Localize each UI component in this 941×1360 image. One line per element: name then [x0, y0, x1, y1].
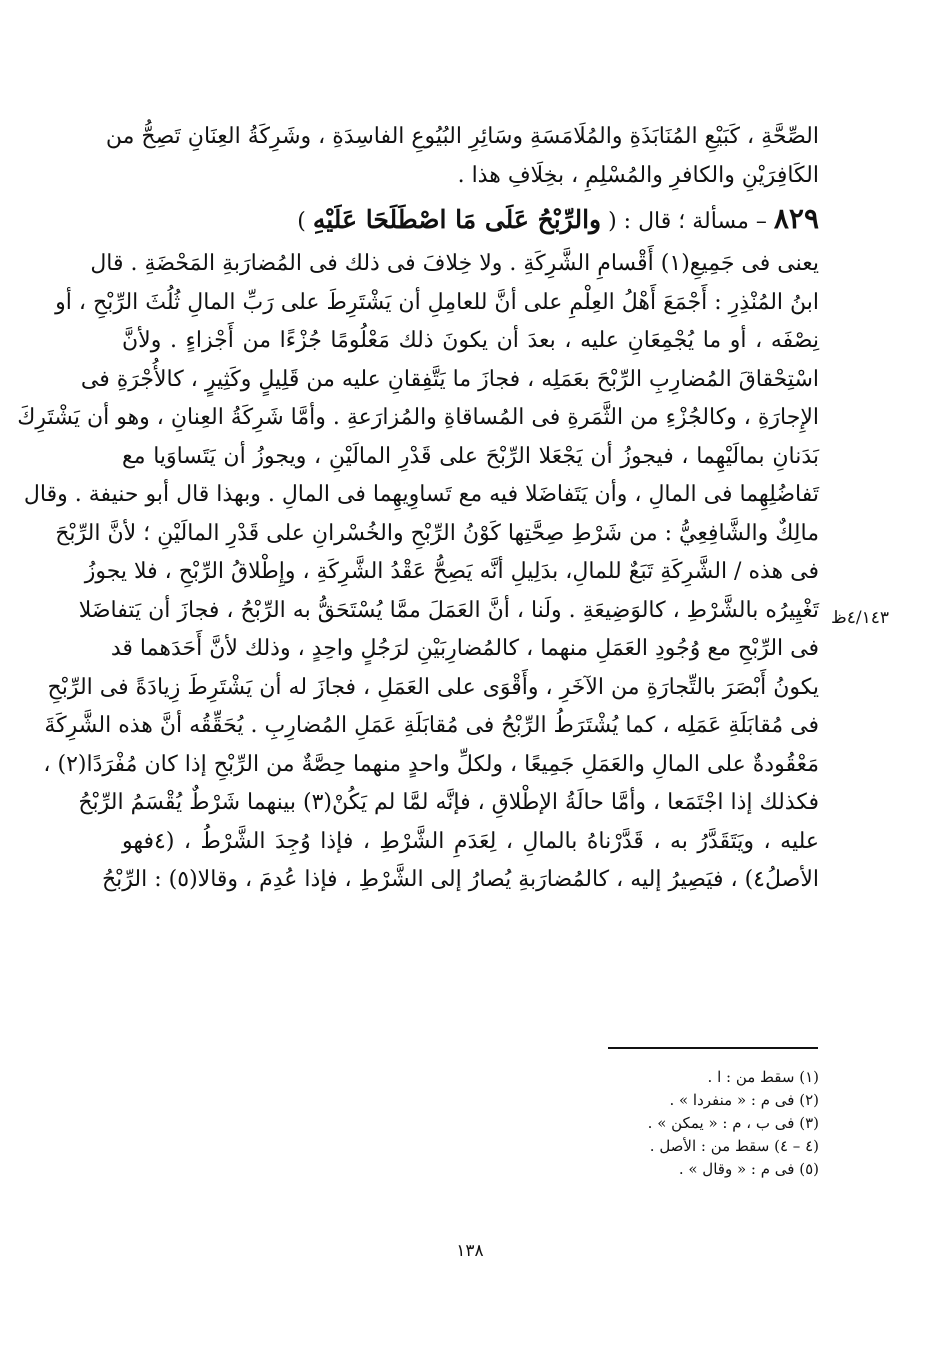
text-line: الكَافِرَيْنِ والكافرِ والمُسْلِمِ ، بخِلَافِ هذا .: [457, 162, 819, 188]
issue-number: ٨٢٩: [773, 202, 819, 235]
text-line: فى الرِّبْحِ مع وُجُودِ العَمَلِ منهما ، كالمُضارِبَيْنِ لرَجُلٍ واحِدٍ ، وذلك لأنَّ أَحَدَهما قد: [110, 636, 819, 661]
text-line: نِصْفَه ، أو ما يُجْمِعَانِ عليه ، بعدَ أن يكونَ ذلك مَعْلُومًا جُزْءًا من أَجْزاءٍ . ولأنَّ: [122, 328, 819, 353]
text-line: الإِجارَةِ ، وكالجُزْءِ من الثَّمَرةِ فى المُساقاةِ والمُزارَعةِ . وأمَّا شَرِكَةُ العِنانِ ، وهو أن يَشْتَرِكَ: [17, 405, 819, 430]
footnotes: [499, 1066, 819, 1181]
footnote: (٤ – ٤) سقط من : الأصل .: [649, 1137, 819, 1155]
footnote: (١) سقط من : ا .: [707, 1068, 819, 1086]
footnote: (٥) فى م : « وقال » .: [678, 1160, 819, 1178]
text-line: ابنُ المُنْذِرِ : أَجْمَعَ أَهْلُ العِلْمِ على أنَّ للعامِلِ أن يَشْتَرِطَ على رَبِّ المالِ ثُلُثَ الرِّبْحِ ، أو: [55, 289, 819, 315]
text-line: يكونُ أَبْصَرَ بالتِّجارَةِ من الآخَرِ ، وأَقْوَى على العَمَلِ ، فجازَ له أن يَشْتَرِطَ زِيادَةً فى الرِّبْحِ: [47, 674, 819, 700]
text-line: اسْتِحْقاقَ المُضارِبِ الرِّبْحَ بعَمَلِه ، فجازَ ما يَتَّفِقانِ عليه من قَلِيلٍ وكَثِيرٍ ، كالأُجْرَةِ فى: [80, 366, 819, 392]
footnote: (٣) فى ب ، م : « يمكن » .: [647, 1114, 819, 1132]
text-line: الأصلُ٤) ، فيَصِيرُ إليه ، كالمُضارَبةِ يُصارُ إلى الشَّرْطِ ، فإذا عُدِمَ ، وقالا(٥) : الرِّبْحُ: [101, 867, 819, 892]
text-line: فى مُقابَلَةِ عَمَلِه ، كما يُشْتَرَطُ الرِّبْحُ فى مُقابَلَةِ عَمَلِ المُضارِبِ . يُحَقِّقُه أنَّ هذه الشَّرِكَةَ: [44, 713, 819, 738]
text-line: يعنى فى جَمِيعِ(١) أَقْسامِ الشَّرِكَةِ . ولا خِلافَ فى ذلك فى المُضارَبةِ المَحْضَةِ . قال: [90, 251, 819, 276]
text-line: مَعْقُودةٌ على المالِ والعَمَلِ جَمِيعًا ، ولكلِّ واحدٍ منهما حِصَّةٌ من الرِّبْحِ إذا كان مُفْرَدًا(٢) ،: [43, 751, 819, 777]
text-line: فى هذه / الشَّرِكَةِ تَبَعٌ للمالِ، بدَلِيلِ أنَّه يَصِحُّ عَقْدُ الشَّرِكَةِ ، وإِطْلاقُ الرِّبْحِ ، فلا يجوزُ: [84, 559, 819, 584]
text-line: عليه ، ويَتَقَدَّرُ به ، قَدَّرْناهُ بالمالِ ، لِعَدَمِ الشَّرْطِ ، فإذا وُجِدَ الشَّرْطُ ، (٤فهو: [122, 828, 819, 854]
text-line: تَغْيِيرُه بالشَّرْطِ ، كالوَضِيعَةِ . ولَنا ، أنَّ العَمَلَ ممَّا يُسْتَحَقُّ به الرِّبْحُ ، فجازَ أن يَتفاضَلا: [78, 597, 819, 623]
issue-heading: [122, 197, 819, 241]
text-line: فكذلك إذا اجْتَمَعا ، وأمَّا حالَةُ الإطْلاقِ ، فإنَّه لمَّا لم يَكُنْ(٣) بينهما شَرْطٌ يُقْسَمُ الرِّبْحُ: [78, 790, 819, 815]
issue-quote: والرِّبْحُ عَلَى مَا اصْطَلَحَا عَلَيْهِ: [312, 205, 602, 234]
footnote-divider: [608, 1047, 818, 1049]
margin-folio-reference: ٤/١٤٣ظ: [831, 608, 889, 628]
text-line: بَدَنانِ بمالَيْهِما ، فيجوزُ أن يَجْعَلا الرِّبْحَ على قَدْرِ المالَيْنِ ، ويجوزُ أن يَتَساوَيا مع: [122, 443, 819, 469]
text-line: تَفاضُلِهِما فى المالِ ، وأن يَتَفاضَلا فيه مع تَساوِيهِما فى المالِ . وبهذا قال أبو حنيفة . وقال: [23, 482, 819, 507]
issue-label: – مسألة ؛ قال : (: [608, 209, 767, 234]
main-text-block: [17, 118, 819, 900]
text-line: مالِكٌ والشَّافِعِيُّ : من شَرْطِ صِحَّتِها كَوْنُ الرِّبْحِ والخُسْرانِ على قَدْرِ المالَيْنِ ؛ لأنَّ الرِّبْحَ: [55, 520, 819, 546]
text-line: الصِّحَّةِ ، كَبَيْعِ المُنَابَذَةِ والمُلَامَسَةِ وسَائِرِ البُيُوعِ الفاسِدَةِ ، وشَرِكَةُ العِنَانِ تَصِحُّ من: [105, 124, 819, 149]
footnote: (٢) فى م : « منفردا » .: [669, 1091, 819, 1109]
issue-quote-close: ): [297, 209, 306, 234]
page-number: ١٣٨: [456, 1241, 484, 1261]
